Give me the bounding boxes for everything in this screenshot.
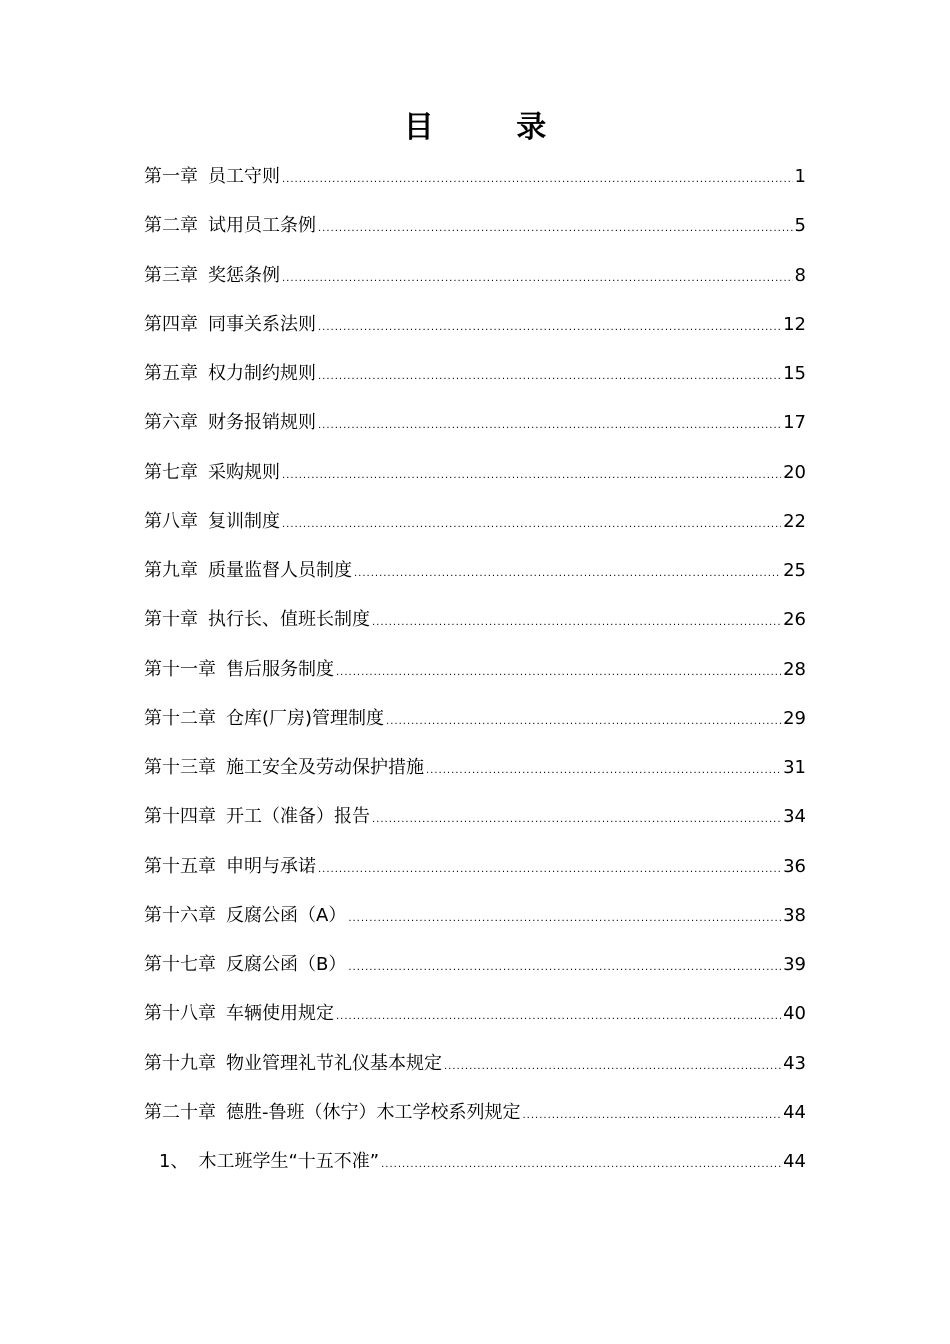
toc-chapter-number: 第二章 xyxy=(144,215,198,237)
toc-page-number: 25 xyxy=(783,560,806,581)
toc-entry-label: 物业管理礼节礼仪基本规定 xyxy=(226,1052,442,1074)
toc-chapter-number: 第六章 xyxy=(144,412,198,434)
toc-chapter-number: 第十三章 xyxy=(144,757,216,778)
toc-dot-leader xyxy=(444,1050,781,1084)
toc-entry[interactable] xyxy=(144,653,806,702)
toc-page-number: 26 xyxy=(783,609,806,631)
toc-page-number: 1 xyxy=(794,166,806,187)
toc-page-number: 44 xyxy=(783,1101,806,1123)
toc-entry-label: 奖惩条例 xyxy=(208,264,280,286)
toc-entry[interactable] xyxy=(144,456,806,505)
toc-chapter-number: 第十章 xyxy=(144,609,198,631)
toc-chapter-number: 第四章 xyxy=(144,313,198,335)
toc-dot-leader xyxy=(381,1148,781,1182)
toc-entry[interactable] xyxy=(144,1047,806,1096)
toc-entry-label: 财务报销规则 xyxy=(208,412,316,434)
toc-entry-label: 员工守则 xyxy=(208,166,280,187)
toc-page-number: 44 xyxy=(783,1151,806,1172)
toc-chapter-number: 第一章 xyxy=(144,166,198,187)
toc-chapter-number: 第十五章 xyxy=(144,855,216,877)
toc-chapter-number: 第十四章 xyxy=(144,806,216,828)
toc-page-number: 28 xyxy=(783,658,806,680)
toc-page-number: 31 xyxy=(783,757,806,778)
toc-page-number: 8 xyxy=(794,264,806,286)
toc-dot-leader xyxy=(372,803,781,837)
toc-entry[interactable] xyxy=(144,850,806,899)
toc-chapter-number: 第十八章 xyxy=(144,1003,216,1025)
toc-dot-leader xyxy=(318,212,793,246)
toc-page-number: 39 xyxy=(783,954,806,975)
toc-entry-label: 车辆使用规定 xyxy=(226,1003,334,1025)
toc-chapter-number: 第七章 xyxy=(144,461,198,483)
toc-page-number: 17 xyxy=(783,412,806,434)
toc-dot-leader xyxy=(372,606,781,640)
toc-dot-leader xyxy=(336,656,781,690)
toc-page-number: 15 xyxy=(783,363,806,384)
toc-chapter-number: 第九章 xyxy=(144,560,198,581)
toc-entry[interactable] xyxy=(144,899,806,948)
toc-page-number: 36 xyxy=(783,855,806,877)
toc-page-number: 34 xyxy=(783,806,806,828)
toc-page-number: 40 xyxy=(783,1003,806,1025)
toc-chapter-number: 第五章 xyxy=(144,363,198,384)
toc-entry-label: 试用员工条例 xyxy=(208,215,316,237)
toc-entry-label: 售后服务制度 xyxy=(226,658,334,680)
toc-dot-leader xyxy=(282,262,793,296)
toc-entry[interactable] xyxy=(144,406,806,455)
toc-page-number: 29 xyxy=(783,707,806,729)
toc-entry[interactable] xyxy=(144,603,806,652)
toc-entry[interactable] xyxy=(144,702,806,751)
toc-dot-leader xyxy=(354,557,781,591)
toc-chapter-number: 第十七章 xyxy=(144,954,216,975)
toc-chapter-number: 第十二章 xyxy=(144,707,216,729)
toc-dot-leader xyxy=(282,163,793,197)
toc-entry-label: 复训制度 xyxy=(208,510,280,532)
toc-entry-label: 权力制约规则 xyxy=(208,363,316,384)
toc-page-number: 22 xyxy=(783,510,806,532)
toc-subentry[interactable] xyxy=(144,1145,806,1194)
toc-entry[interactable] xyxy=(144,209,806,258)
toc-entry[interactable] xyxy=(144,505,806,554)
toc-entry[interactable] xyxy=(144,357,806,406)
toc-dot-leader xyxy=(386,705,781,739)
toc-chapter-number: 1、 xyxy=(159,1151,189,1172)
toc-entry[interactable] xyxy=(144,1096,806,1145)
toc-entry[interactable] xyxy=(144,308,806,357)
toc-entry-label: 执行长、值班长制度 xyxy=(208,609,370,631)
page-title: 目 录 xyxy=(403,110,583,145)
toc-chapter-number: 第八章 xyxy=(144,510,198,532)
toc-entry-label: 采购规则 xyxy=(208,461,280,483)
toc-entry[interactable] xyxy=(144,800,806,849)
toc-entry[interactable] xyxy=(144,554,806,603)
toc-entry[interactable] xyxy=(144,259,806,308)
toc-chapter-number: 第三章 xyxy=(144,264,198,286)
toc-dot-leader xyxy=(348,951,781,985)
toc-dot-leader xyxy=(318,360,781,394)
toc-page-number: 5 xyxy=(794,215,806,237)
toc-page-number: 38 xyxy=(783,904,806,926)
toc-chapter-number: 第十一章 xyxy=(144,658,216,680)
toc-dot-leader xyxy=(523,1099,782,1133)
toc-entry-label: 施工安全及劳动保护措施 xyxy=(226,757,424,778)
toc-dot-leader xyxy=(336,1000,781,1034)
toc-entry-label: 木工班学生“十五不准” xyxy=(198,1151,380,1172)
toc-dot-leader xyxy=(348,902,781,936)
toc-entry-label: 质量监督人员制度 xyxy=(208,560,352,581)
toc-chapter-number: 第十六章 xyxy=(144,904,216,926)
toc-dot-leader xyxy=(318,853,781,887)
toc-chapter-number: 第二十章 xyxy=(144,1101,216,1123)
toc-dot-leader xyxy=(318,311,781,345)
toc-dot-leader xyxy=(318,409,781,443)
toc-page-number: 12 xyxy=(783,313,806,335)
toc-dot-leader xyxy=(426,754,781,788)
toc-dot-leader xyxy=(282,459,781,493)
toc-dot-leader xyxy=(282,508,781,542)
toc-entry-label: 德胜-鲁班（休宁）木工学校系列规定 xyxy=(226,1101,521,1123)
toc-entry[interactable] xyxy=(144,997,806,1046)
toc-entry-label: 反腐公函（A） xyxy=(226,904,347,926)
toc-entry-label: 开工（准备）报告 xyxy=(226,806,370,828)
toc-page-number: 43 xyxy=(783,1052,806,1074)
toc-chapter-number: 第十九章 xyxy=(144,1052,216,1074)
toc-page-number: 20 xyxy=(783,461,806,483)
toc-entry-label: 同事关系法则 xyxy=(208,313,316,335)
toc-entry-label: 申明与承诺 xyxy=(226,855,316,877)
toc-entry[interactable] xyxy=(144,948,806,997)
table-of-contents xyxy=(144,160,806,1194)
toc-entry[interactable] xyxy=(144,160,806,209)
toc-entry-label: 仓库(厂房)管理制度 xyxy=(226,707,385,729)
toc-entry[interactable] xyxy=(144,751,806,800)
toc-entry-label: 反腐公函（B） xyxy=(226,954,347,975)
